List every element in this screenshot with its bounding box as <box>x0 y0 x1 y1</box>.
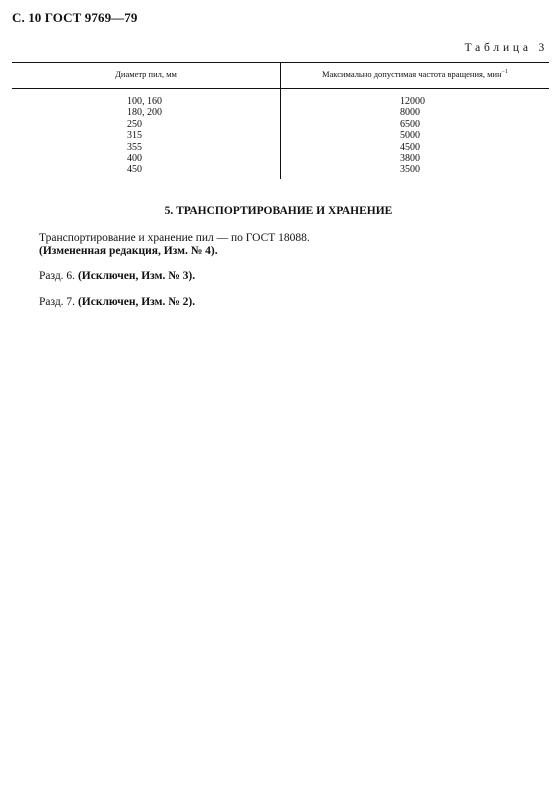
column-header-diameter <box>12 69 280 79</box>
column-header-speed-unit: −1 <box>501 69 509 76</box>
table-cell-diameter: 250 <box>127 118 142 130</box>
section7-line <box>39 296 195 309</box>
table-cell-speed: 5000 <box>400 130 420 142</box>
column-header-diameter-label: Диаметр пил, мм <box>115 69 177 79</box>
table-cell-diameter: 180, 200 <box>127 107 162 119</box>
table-cell-diameter: 450 <box>127 164 142 176</box>
column-header-speed <box>281 69 549 79</box>
column-header-speed-label: Максимально допустимая частота вращения, мин <box>321 69 502 79</box>
section5-text: Транспортирование и хранение пил — по ГОСТ 18088. <box>39 232 310 244</box>
table-caption: Таблица 3 <box>464 42 548 54</box>
section5-amendment-note: (Измененная редакция, Изм. № 4). <box>39 245 218 257</box>
table-cell-diameter: 315 <box>127 130 142 142</box>
table-cell-diameter: 100, 160 <box>127 96 162 107</box>
speed-column <box>400 96 425 176</box>
table-cell-speed: 8000 <box>400 107 420 119</box>
table-cell-speed: 12000 <box>400 96 425 107</box>
page-header: С. 10 ГОСТ 9769—79 <box>12 10 138 25</box>
section7-prefix: Разд. 7. <box>39 296 76 308</box>
diameter-column <box>127 96 162 176</box>
table-cell-speed: 3800 <box>400 153 420 165</box>
table-cell-diameter: 355 <box>127 141 142 153</box>
section6-line <box>39 270 195 283</box>
section6-status: (Исключен, Изм. № 3). <box>77 270 196 282</box>
table-cell-diameter: 400 <box>127 153 142 165</box>
table-cell-speed: 3500 <box>400 164 420 176</box>
section-title: 5. ТРАНСПОРТИРОВАНИЕ И ХРАНЕНИЕ <box>164 205 393 217</box>
section6-prefix: Разд. 6. <box>39 270 76 282</box>
table-cell-speed: 6500 <box>400 118 420 130</box>
table-cell-speed: 4500 <box>400 141 420 153</box>
table-column-divider <box>280 62 281 179</box>
section7-status: (Исключен, Изм. № 2). <box>77 296 196 308</box>
